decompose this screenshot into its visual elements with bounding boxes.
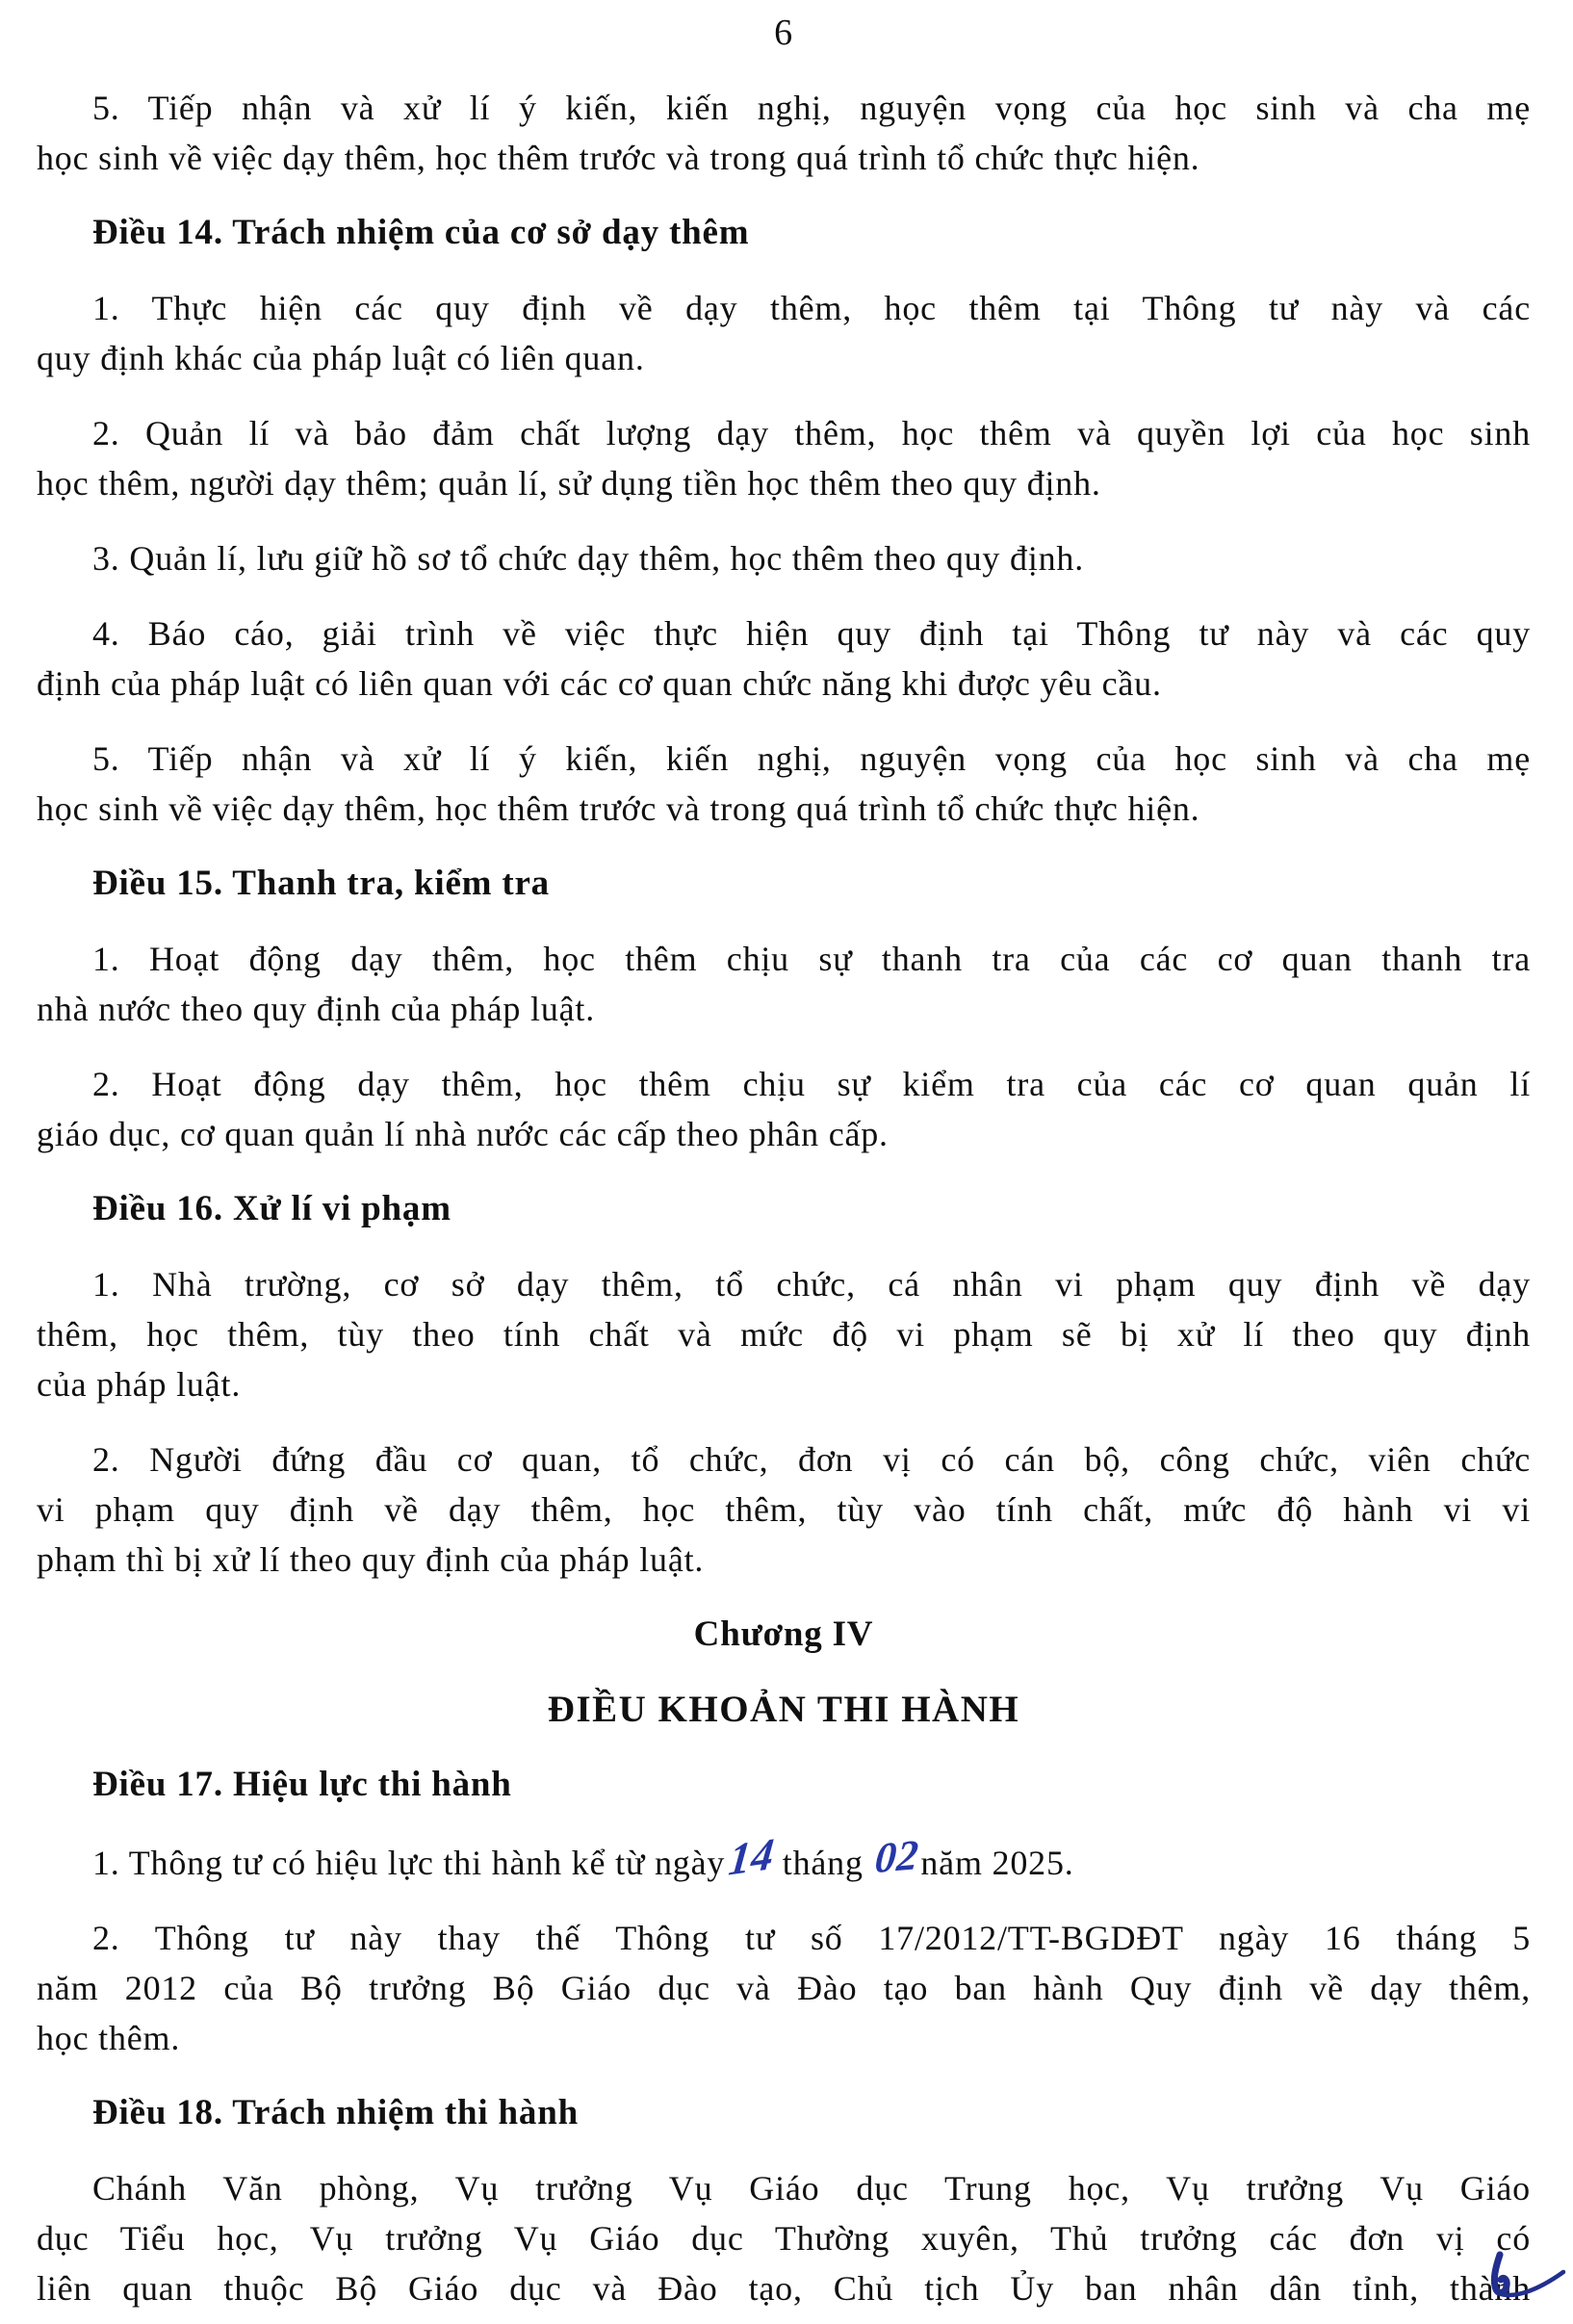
article-14-clause-5 [37,734,1531,834]
text-line: năm 2012 của Bộ trưởng Bộ Giáo dục và Đào tạo ban hành Quy định về dạy thêm, [37,1969,1531,2007]
text-line: quy định khác của pháp luật có liên quan. [37,339,645,377]
handwritten-month: 02 [872,1830,921,1883]
article-14-clause-4 [37,608,1531,709]
article-16-clause-2 [37,1434,1531,1585]
text-line: học thêm. [37,2019,181,2057]
article-17-clause-1 [37,1828,1531,1888]
text-line: 2. Hoạt động dạy thêm, học thêm chịu sự kiểm tra của các cơ quan quản lí [92,1065,1531,1103]
heading-article-15: Điều 15. Thanh tra, kiểm tra [92,864,550,903]
text-line: 1. Hoạt động dạy thêm, học thêm chịu sự thanh tra của các cơ quan thanh tra [92,940,1531,978]
text-line: 5. Tiếp nhận và xử lí ý kiến, kiến nghị, nguyện vọng của học sinh và cha mẹ [92,739,1531,778]
article-17-clause-2 [37,1913,1531,2063]
article-14-clause-2 [37,408,1531,508]
handwritten-ink-mark [1481,2251,1569,2312]
article-15-clause-1 [37,934,1531,1034]
text-line: học sinh về việc dạy thêm, học thêm trước và trong quá trình tổ chức thực hiện. [37,789,1200,828]
text-line: dục Tiểu học, Vụ trưởng Vụ Giáo dục Thường xuyên, Thủ trưởng các đơn vị có [37,2219,1531,2258]
text-line: học thêm, người dạy thêm; quản lí, sử dụng tiền học thêm theo quy định. [37,464,1101,503]
text-line: 5. Tiếp nhận và xử lí ý kiến, kiến nghị, nguyện vọng của học sinh và cha mẹ [92,89,1531,127]
text-line: Chánh Văn phòng, Vụ trưởng Vụ Giáo dục Trung học, Vụ trưởng Vụ Giáo [92,2169,1531,2208]
text-line: 2. Người đứng đầu cơ quan, tổ chức, đơn vị có cán bộ, công chức, viên chức [92,1440,1531,1479]
effective-date-prefix: 1. Thông tư có hiệu lực thi hành kể từ ngày [92,1844,726,1882]
text-line: định của pháp luật có liên quan với các cơ quan chức năng khi được yêu cầu. [37,664,1162,703]
heading-article-16: Điều 16. Xử lí vi phạm [92,1189,451,1228]
page-number: 6 [774,13,793,53]
effective-date-suffix: năm 2025. [920,1844,1074,1882]
text-line: phạm thì bị xử lí theo quy định của pháp luật. [37,1540,705,1579]
article-15-clause-2 [37,1059,1531,1159]
text-line: của pháp luật. [37,1365,242,1404]
heading-article-18: Điều 18. Trách nhiệm thi hành [92,2093,579,2132]
text-line: vi phạm quy định về dạy thêm, học thêm, tùy vào tính chất, mức độ hành vi vi [37,1490,1531,1529]
text-line: 1. Nhà trường, cơ sở dạy thêm, tổ chức, cá nhân vi phạm quy định về dạy [92,1265,1531,1304]
text-line: 3. Quản lí, lưu giữ hồ sơ tổ chức dạy thêm, học thêm theo quy định. [92,539,1085,578]
handwritten-day: 14 [726,1828,778,1885]
text-line: giáo dục, cơ quan quản lí nhà nước các cấp theo phân cấp. [37,1115,889,1153]
text-line: học sinh về việc dạy thêm, học thêm trước và trong quá trình tổ chức thực hiện. [37,139,1200,177]
heading-article-14: Điều 14. Trách nhiệm của cơ sở dạy thêm [92,213,750,252]
article-14-clause-1 [37,283,1531,383]
heading-article-17: Điều 17. Hiệu lực thi hành [92,1765,512,1804]
text-line: 2. Quản lí và bảo đảm chất lượng dạy thêm, học thêm và quyền lợi của học sinh [92,414,1531,452]
text-line: liên quan thuộc Bộ Giáo dục và Đào tạo, Chủ tịch Ủy ban nhân dân tỉnh, thành [37,2269,1531,2308]
article-18-body [37,2163,1531,2313]
text-line: 4. Báo cáo, giải trình về việc thực hiện quy định tại Thông tư này và các quy [92,614,1531,653]
text-line: 2. Thông tư này thay thế Thông tư số 17/2012/TT-BGDĐT ngày 16 tháng 5 [92,1919,1531,1957]
text-line: thêm, học thêm, tùy theo tính chất và mức độ vi phạm sẽ bị xử lí theo quy định [37,1315,1531,1354]
effective-date-middle: tháng [782,1844,864,1882]
text-line: 1. Thực hiện các quy định về dạy thêm, học thêm tại Thông tư này và các [92,289,1531,327]
clause-previous-article-5 [37,83,1531,183]
article-14-clause-3 [37,533,1531,583]
text-line: nhà nước theo quy định của pháp luật. [37,990,596,1028]
chapter-number: Chương IV [693,1614,874,1654]
article-16-clause-1 [37,1259,1531,1409]
chapter-title: ĐIỀU KHOẢN THI HÀNH [547,1689,1020,1730]
